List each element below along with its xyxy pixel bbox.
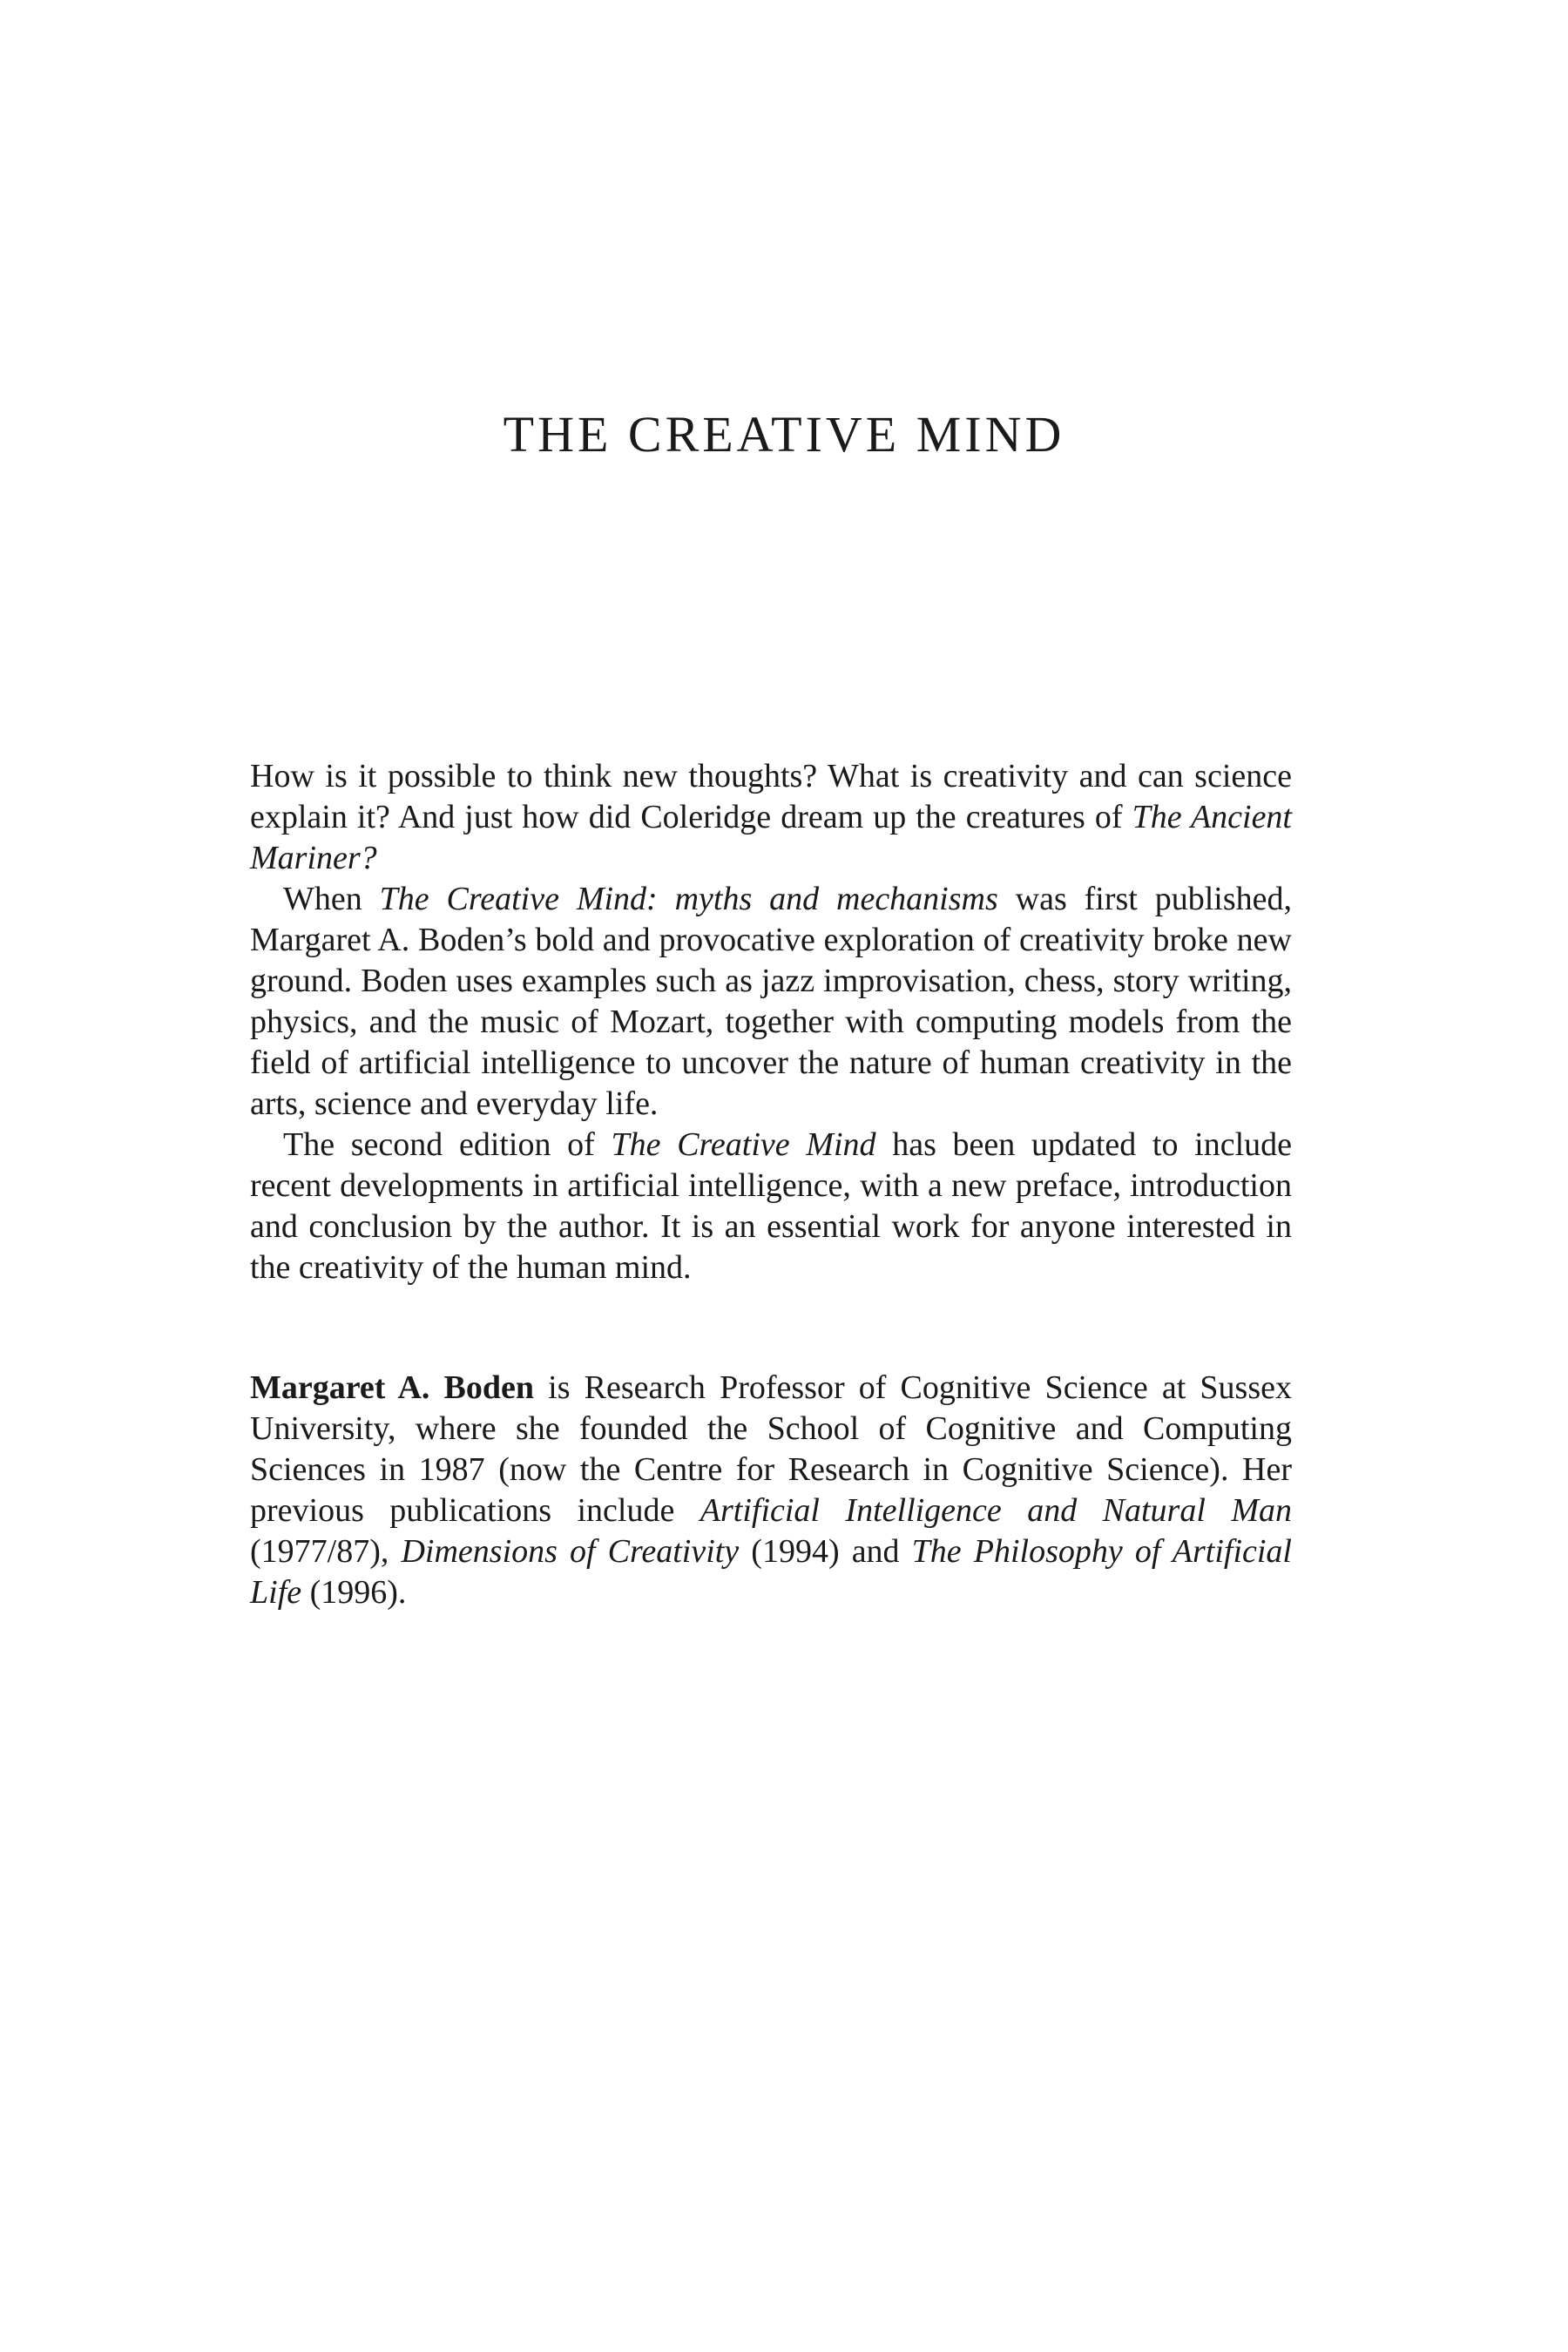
blurb-p2-text-b: was first published, Margaret A. Boden’s bold and provocative exploration of creativity broke new ground. Boden uses examples such as jazz improvisation, chess, story writing, physics, and the music of Mozart, together with computing models from the field of artificial intelligence to uncover the nature of human creativity in the arts, science and everyday life.	[250, 881, 1293, 1122]
blurb-p1-text-b: ?	[360, 840, 377, 876]
author-bio	[250, 1368, 1292, 1613]
blurb-p2-text-a: When	[283, 881, 380, 917]
book-blurb	[250, 756, 1292, 1288]
blurb-paragraph-1	[250, 756, 1292, 879]
bio-book-2: Dimensions of Creativity	[401, 1533, 740, 1570]
blurb-p3-title-creative-mind: The Creative Mind	[611, 1126, 876, 1163]
bio-text-c: (1994) and	[739, 1533, 912, 1570]
bio-text-d: (1996).	[301, 1574, 407, 1611]
bio-text-b: (1977/87),	[250, 1533, 402, 1570]
bio-book-3: The Philosophy of Artificial Life	[250, 1533, 1292, 1611]
blurb-p1-text-a: How is it possible to think new thoughts? What is creativity and can science explain it? And just how did Coleridge dream up the creatures of	[250, 758, 1292, 835]
blurb-paragraph-3	[250, 1125, 1292, 1288]
blurb-paragraph-2	[250, 879, 1292, 1125]
blurb-p2-title-creative-mind: The Creative Mind: myths and mechanisms	[379, 881, 998, 917]
blurb-p3-text-a: The second edition of	[283, 1126, 612, 1163]
author-name: Margaret A. Boden	[250, 1369, 535, 1406]
bio-book-1: Artificial Intelligence and Natural Man	[700, 1492, 1292, 1529]
blurb-p1-title-ancient-mariner: The Ancient Mariner	[250, 799, 1292, 876]
blurb-p3-text-b: has been updated to include recent developments in artificial intelligence, with a new preface, introduction and conclusion by the author. It is an essential work for anyone interested in the creativity of the human mind.	[250, 1126, 1293, 1286]
page-title: THE CREATIVE MIND	[503, 406, 1065, 463]
bio-text-a: is Research Professor of Cognitive Science at Sussex University, where she founded the School of Cognitive and Computing Sciences in 1987 (now the Centre for Research in Cognitive Science). Her previous publications include	[250, 1369, 1292, 1529]
author-bio-paragraph	[250, 1368, 1292, 1613]
